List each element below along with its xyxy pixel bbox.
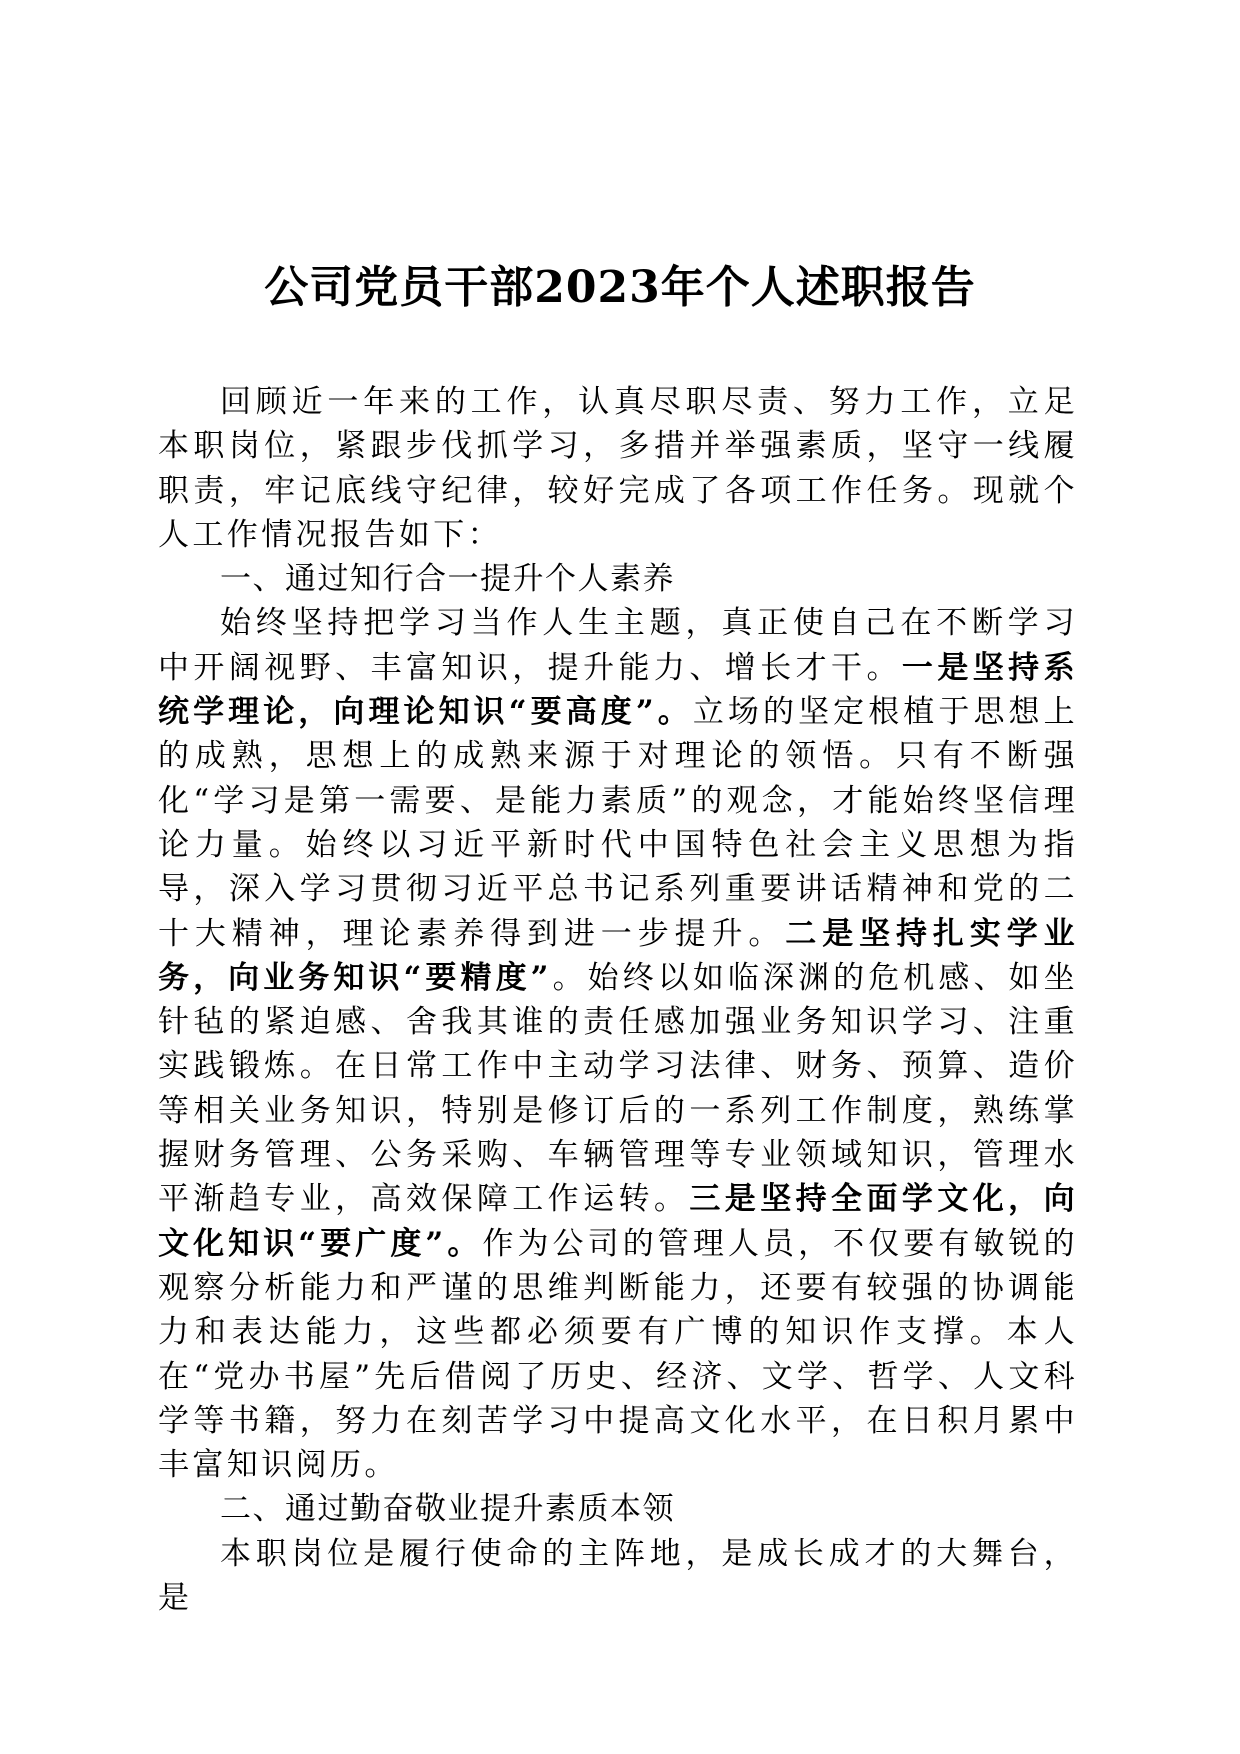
section-1-text-c: 。始终以如临深渊的危机感、如坐针毡的紧迫感、舍我其谁的责任感加强业务知识学习、注重实践锻炼。在日常工作中主动学习法律、财务、预算、造价等相关业务知识，特别是修订后的一系列工作制度，熟练掌握财务管理、公务采购、车辆管理等专业领域知识，管理水平渐趋专业，高效保障工作运转。 bbox=[158, 959, 1079, 1218]
document-body bbox=[158, 380, 1078, 1620]
section-1-point-2: 二是坚持扎实学业务，向业务知识“要精度” bbox=[158, 915, 1078, 996]
section-2-paragraph: 本职岗位是履行使命的主阵地，是成长成才的大舞台，是 bbox=[158, 1535, 1078, 1617]
section-1-text-b: 立场的坚定根植于思想上的成熟，思想上的成熟来源于对理论的领悟。只有不断强化“学习是第一需要、是能力素质”的观念，才能始终坚信理论力量。始终以习近平新时代中国特色社会主义思想为指导，深入学习贯彻习近平总书记系列重要讲话精神和党的二十大精神，理论素养得到进一步提升。 bbox=[158, 694, 1079, 952]
section-1-point-3: 三是坚持全面学文化，向文化知识“要广度”。 bbox=[158, 1181, 1078, 1262]
section-1-point-1: 一是坚持系统学理论，向理论知识“要高度”。 bbox=[158, 649, 1079, 731]
intro-paragraph: 回顾近一年来的工作，认真尽职尽责、努力工作，立足本职岗位，紧跟步伐抓学习，多措并举强素质，坚守一线履职责，牢记底线守纪律，较好完成了各项工作任务。现就个人工作情况报告如下： bbox=[158, 384, 1078, 553]
section-1-text-d: 作为公司的管理人员，不仅要有敏锐的观察分析能力和严谨的思维判断能力，还要有较强的协调能力和表达能力，这些都必须要有广博的知识作支撑。本人在“党办书屋”先后借阅了历史、经济、文学、哲学、人文科学等书籍，努力在刻苦学习中提高文化水平，在日积月累中丰富知识阅历。 bbox=[158, 1225, 1078, 1484]
section-2-heading: 二、通过勤奋敬业提升素质本领 bbox=[220, 1491, 675, 1528]
section-1-heading: 一、通过知行合一提升个人素养 bbox=[220, 561, 675, 598]
section-1-text-a: 始终坚持把学习当作人生主题，真正使自己在不断学习中开阔视野、丰富知识，提升能力、增长才干。 bbox=[158, 605, 1078, 686]
section-1-paragraph bbox=[158, 601, 1078, 1487]
document-title: 公司党员干部2023年个人述职报告 bbox=[264, 262, 976, 313]
